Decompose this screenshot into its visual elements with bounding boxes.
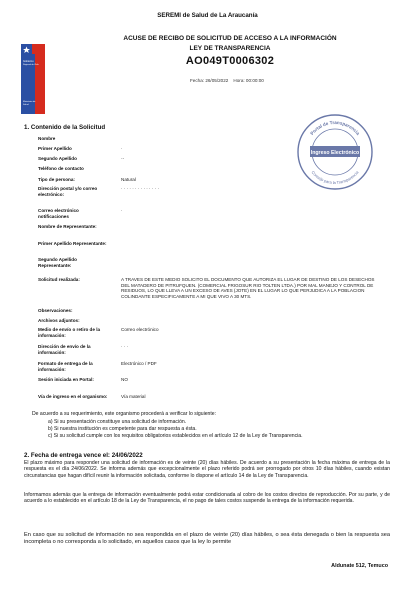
request-text: A TRAVES DE ESTE MEDIO SOLICITO EL DOCUMENTO QUE AUTORIZA EL LUGAR DE DESTINO DE LOS DESECHOS DEL MATADERO DE PITRUFQUEN. (COMERCIAL FRIGOSUR RIO TOLTEN LTDA.) POR MAL MANEJO Y CONTROL DE RESIDUOS, LO QUE LLEVA A UN EXCESO DE AVES (JOTE) EN EL LUGAR LO QUE PERJUDICA A LA POBLACION COLINDANTE ESPECIFICAMENTE A MI QUE VIVO A 30 MTS. (121, 277, 375, 299)
logo-text-1: Gobierno (23, 60, 34, 63)
field-label: Nombre de Representante: (38, 224, 97, 229)
field-value: · · · (121, 344, 129, 349)
logo-text-2: Regional de Chile (23, 64, 39, 66)
stamp-top-text: Portal de Transparencia (309, 119, 361, 136)
field-label: Segundo Apellido (38, 156, 77, 161)
list-item: a) Si su presentación constituye una solicitud de información. (48, 419, 187, 425)
field-value: · (121, 146, 123, 151)
field-label: Dirección de envío de la información: (38, 344, 91, 355)
field-value: Natural (121, 177, 136, 182)
field-value: · (121, 208, 123, 213)
section-1-title: 1. Contenido de la Solicitud (24, 124, 106, 131)
field-label: Correo electrónico notificaciones (38, 208, 79, 219)
field-label: Segundo Apellido Representante: (38, 257, 77, 268)
document-subtitle: LEY DE TRANSPARENCIA (189, 45, 271, 52)
field-label: Observaciones: (38, 308, 73, 313)
organization-header: SEREMI de Salud de La Araucanía (157, 12, 258, 19)
office-address: Aldunate 512, Temuco (331, 563, 388, 569)
svg-text:Portal de Transparencia (309, 120, 361, 136)
field-label: Nombre (38, 136, 56, 141)
list-item: b) Si nuestra institución es competente para dar respuesta a ésta. (48, 426, 197, 432)
logo-ministry-2: Salud (23, 104, 29, 106)
request-folio: AO049T0006302 (185, 55, 275, 67)
field-label: Archivos adjuntos: (38, 318, 80, 323)
document-title: ACUSE DE RECIBO DE SOLICITUD DE ACCESO A LA INFORMACIÓN (123, 35, 337, 42)
field-value: Correo electrónico (121, 327, 159, 332)
field-label: Sesión iniciada en Portal: (38, 377, 94, 382)
deadline-paragraph: El plazo máximo para responder una solicitud de información es de veinte (20) días hábiles. De acuerdo a su presentación la fecha máxima de entrega de la respuesta es el día 24/06/2022. Se informa además que excepcionalmente el plazo referido podrá ser prorrogado por otros 10 días hábiles, cuando existan circunstancias que hagan difícil reunir la información solicitada, conforme lo dispone el artículo 14 de la Ley de Transparencia. (24, 460, 390, 479)
appeal-paragraph: En caso que su solicitud de información no sea respondida en el plazo de veinte (20) días hábiles, o sea ésta denegada o bien la respuesta sea incompleta o no corresponda a lo solicitado, en aquellos casos que la ley lo permite (24, 532, 390, 546)
field-value: Vía material (121, 394, 146, 399)
stamp-bottom-text: Consejo para la Transparencia (310, 169, 360, 186)
field-label: Dirección postal y/o correo electrónico: (38, 186, 98, 197)
verification-intro: De acuerdo a su requerimiento, este organismo procederá a verificar lo siguiente: (32, 411, 217, 417)
field-value: · · · · · · · · · · · · · · (121, 186, 160, 191)
government-logo (21, 44, 45, 114)
costs-paragraph: Informamos además que la entrega de información eventualmente podrá estar condicionada al cobro de los costos directos de reproducción. Por su parte, y de acuerdo a lo establecido en el artículo 18 de la Ley de Transparencia, el no pago de tales costos suspende la entrega de la información requerida. (24, 492, 390, 505)
field-label: Teléfono de contacto (38, 166, 84, 171)
field-label: Vía de ingreso en el organismo: (38, 394, 108, 399)
svg-text:Consejo para la Transparencia (310, 169, 360, 185)
list-item: c) Si su solicitud cumple con los requisitos obligatorios establecidos en el artículo 12 de la Ley de Transparencia. (48, 433, 303, 439)
field-label: Primer Apellido (38, 146, 72, 151)
hora-label: Hora: 00:00:00 (233, 78, 264, 83)
field-label: Formato de entrega de la información: (38, 361, 93, 372)
field-value: NO (121, 377, 128, 382)
field-label: Primer Apellido Representante: (38, 241, 107, 246)
field-label: Medio de envío o retiro de la información: (38, 327, 101, 338)
field-label: Solicitud realizada: (38, 277, 80, 282)
field-label: Tipo de persona: (38, 177, 75, 182)
field-value: ·- (121, 156, 125, 161)
fecha-label: Fecha: 26/05/2022 (190, 78, 229, 83)
stamp-center-text: Ingreso Electrónico (310, 150, 360, 156)
date-time-line (190, 78, 264, 83)
field-value: Electrónico / PDF (121, 361, 157, 366)
logo-ministry-1: Ministerio de (23, 101, 36, 103)
electronic-entry-stamp (296, 113, 374, 191)
section-2-title: 2. Fecha de entrega vence el: 24/06/2022 (24, 452, 143, 459)
